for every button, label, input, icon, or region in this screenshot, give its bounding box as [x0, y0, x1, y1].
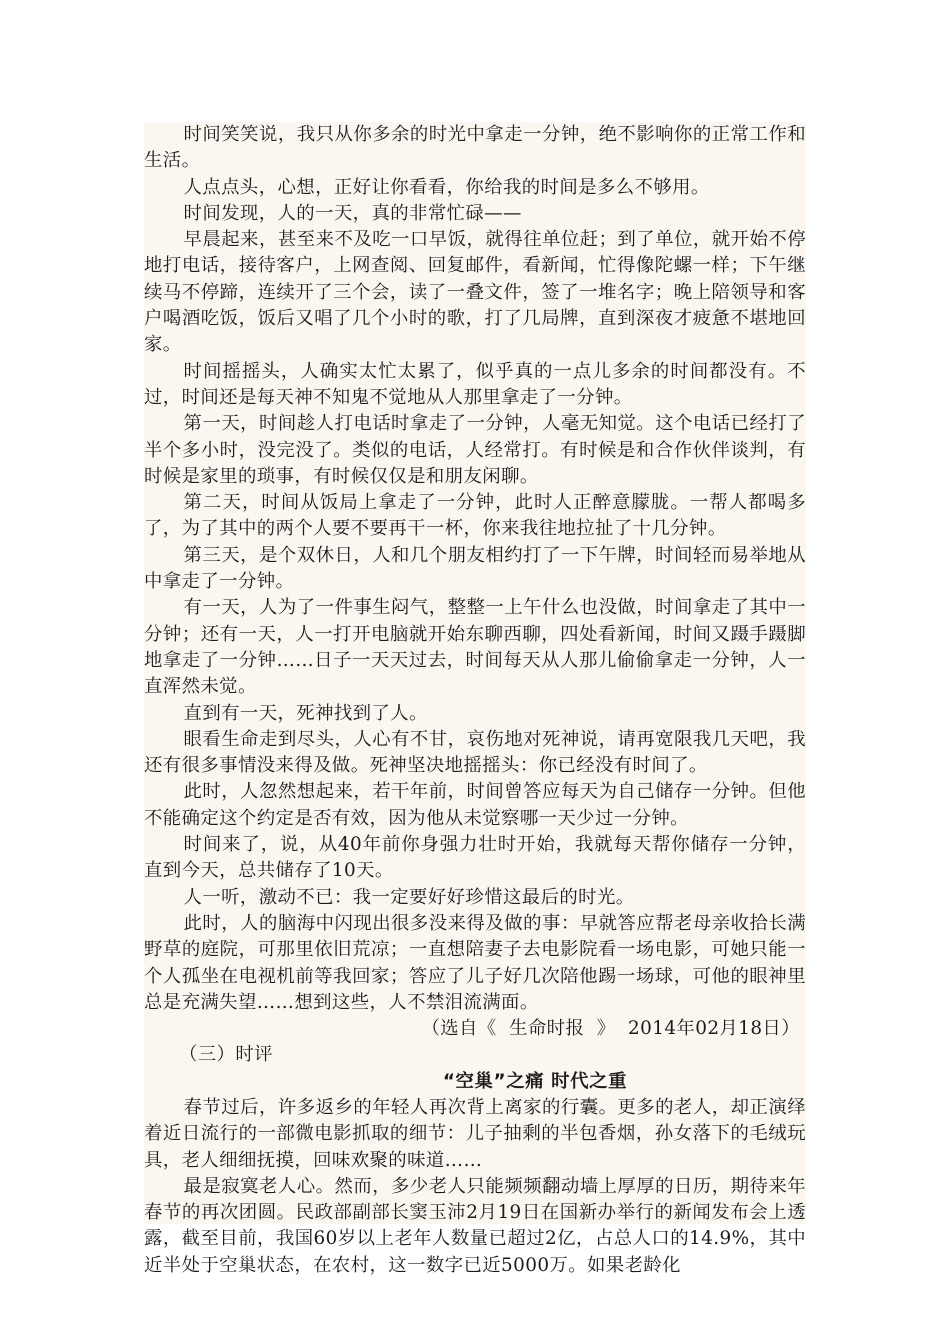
paragraph: 第一天，时间趁人打电话时拿走了一分钟，人毫无知觉。这个电话已经打了半个多小时，没完没了。类似的电话，人经常打。有时候是和合作伙伴谈判，有时候是家里的琐事，有时候仅仅是和朋友闲聊。: [144, 413, 806, 487]
paragraph: 此时，人的脑海中闪现出很多没来得及做的事：早就答应帮老母亲收拾长满野草的庭院，可那里依旧荒凉；一直想陪妻子去电影院看一场电影，可她只能一个人孤坐在电视机前等我回家；答应了儿子好几次陪他踢一场球，可他的眼神里总是充满失望……想到这些，人不禁泪流满面。: [144, 912, 806, 1013]
paragraph: 第二天，时间从饭局上拿走了一分钟，此时人正醉意朦胧。一帮人都喝多了，为了其中的两个人要不要再干一杯，你来我往地拉扯了十几分钟。: [144, 492, 806, 540]
article-text-block: [144, 122, 806, 1276]
paragraph: 第三天，是个双休日，人和几个朋友相约打了一下午牌，时间轻而易举地从中拿走了一分钟。: [144, 544, 806, 593]
article-title: “空巢”之痛 时代之重: [442, 1070, 628, 1092]
paragraph: 春节过后，许多返乡的年轻人再次背上离家的行囊。更多的老人，却正演绎着近日流行的一部微电影抓取的细节：儿子抽剩的半包香烟，孙女落下的毛绒玩具，老人细细抚摸，回味欢聚的味道……: [144, 1096, 806, 1171]
paragraph: 直到有一天，死神找到了人。: [183, 702, 428, 724]
paragraph: 时间来了，说，从40年前你身强力壮时开始，我就每天帮你储存一分钟，直到今天，总共储存了10天。: [144, 834, 806, 882]
paragraph: 时间笑笑说，我只从你多余的时光中拿走一分钟，绝不影响你的正常工作和生活。: [144, 124, 806, 172]
paragraph: 时间摇摇头，人确实太忙太累了，似乎真的一点儿多余的时间都没有。不过，时间还是每天神不知鬼不觉地从人那里拿走了一分钟。: [144, 360, 806, 408]
paragraph: 最是寂寞老人心。然而，多少老人只能频频翻动墙上厚厚的日历，期待来年春节的再次团圆。民政部副部长窦玉沛2月19日在国新办举行的新闻发布会上透露，截至目前，我国60岁以上老年人数量已超过2亿，占总人口的14.9%，其中近半处于空巢状态，在农村，这一数字已近5000万。如果老龄化: [144, 1175, 806, 1276]
source-citation: （选自《 生命时报 》 2014年02月18日）: [421, 1018, 800, 1040]
paragraph: 眼看生命走到尽头，人心有不甘，哀伤地对死神说，请再宽限我几天吧，我还有很多事情没来得及做。死神坚决地摇摇头：你已经没有时间了。: [144, 728, 806, 777]
paragraph: 有一天，人为了一件事生闷气，整整一上午什么也没做，时间拿走了其中一分钟；还有一天，人一打开电脑就开始东聊西聊，四处看新闻，时间又蹑手蹑脚地拿走了一分钟……日子一天天过去，时间每天从人那儿偷偷拿走一分钟，人一直浑然未觉。: [144, 597, 806, 698]
section-label: （三）时评: [178, 1044, 273, 1066]
paragraph: 早晨起来，甚至来不及吃一口早饭，就得往单位赶；到了单位，就开始不停地打电话，接待客户，上网查阅、回复邮件，看新闻，忙得像陀螺一样；下午继续马不停蹄，连续开了三个会，读了一叠文件，签了一堆名字；晚上陪领导和客户喝酒吃饭，饭后又唱了几个小时的歌，打了几局牌，直到深夜才疲惫不堪地回家。: [144, 229, 806, 356]
paragraph: 此时，人忽然想起来，若干年前，时间曾答应每天为自己储存一分钟。但他不能确定这个约定是否有效，因为他从未觉察哪一天少过一分钟。: [144, 781, 806, 829]
paragraph: 时间发现，人的一天，真的非常忙碌——: [183, 202, 522, 224]
paragraph: 人点点头，心想，正好让你看看，你给我的时间是多么不够用。: [183, 176, 710, 198]
paragraph: 人一听，激动不已：我一定要好好珍惜这最后的时光。: [183, 886, 635, 908]
